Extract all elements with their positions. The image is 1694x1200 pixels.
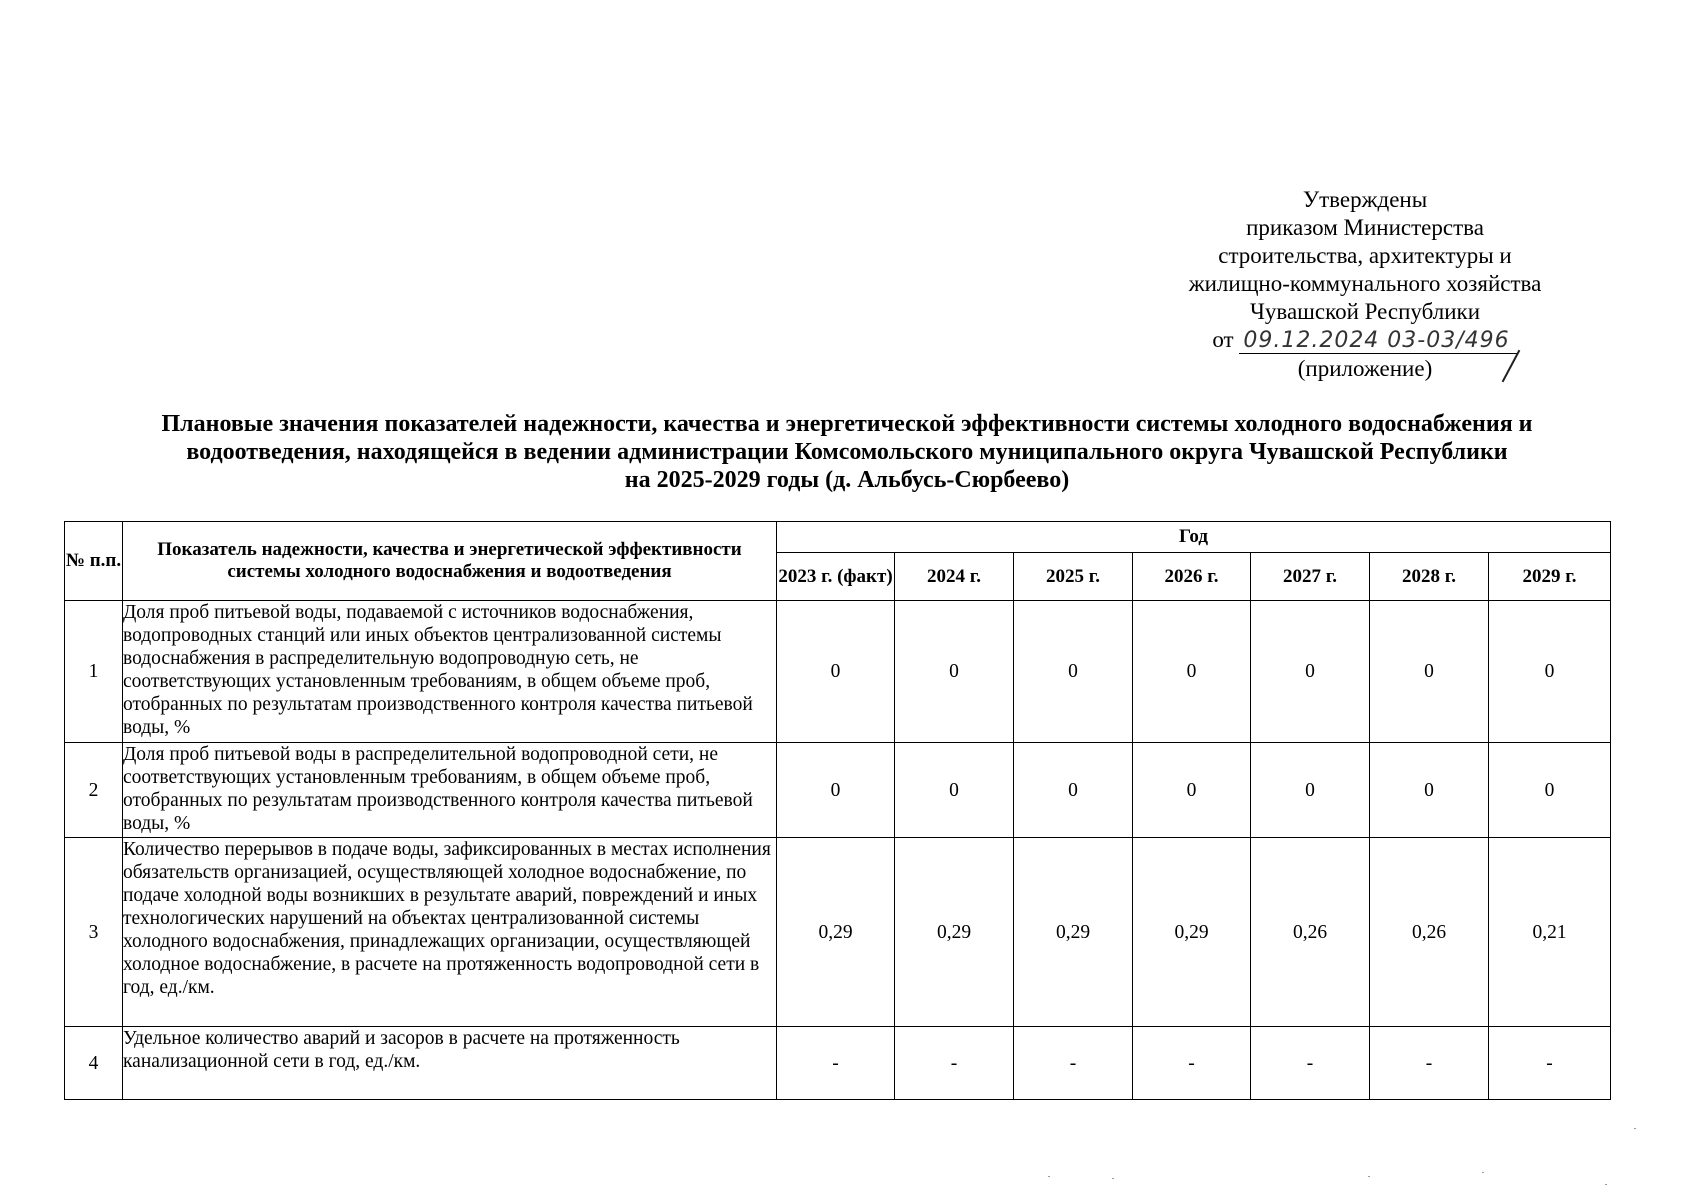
title-line: на 2025-2029 годы (д. Альбусь-Сюрбеево) [624,467,1070,493]
row-value: 0 [1370,743,1489,838]
row-number: 4 [65,1027,123,1100]
indicators-table [64,521,1611,1100]
table-row [65,838,1611,1027]
row-indicator-text: Количество перерывов в подаче воды, зафиксированных в местах исполнения обязательств организацией, осуществляющей холодное водоснабжение, по подаче холодной воды возникших в результате аварий, повреждений и иных технологических нарушений на объектах централизованной системы холодного водоснабжения, принадлежащих организации, осуществляющей холодное водоснабжение, в расчете на протяженность водопроводной сети в год, ед./км. [123,838,777,1027]
header-year-group: Год [777,522,1611,553]
row-value: 0 [1251,743,1370,838]
row-value: - [1370,1027,1489,1100]
row-value: - [1251,1027,1370,1100]
row-value: 0 [1133,743,1251,838]
row-value: 0,26 [1251,838,1370,1027]
appendix-label: (приложение) [1297,356,1433,381]
approval-line: приказом Министерства [1246,215,1484,240]
row-value: 0 [777,743,895,838]
row-value: 0,29 [895,838,1014,1027]
header-year: 2023 г. (факт) [777,553,895,601]
header-year: 2025 г. [1014,553,1133,601]
approval-line: Чувашской Республики [1249,299,1481,324]
row-value: 0 [1014,601,1133,743]
row-value: - [1489,1027,1611,1100]
header-indicator: Показатель надежности, качества и энергетической эффективности системы холодного водоснабжения и водоотведения [123,522,777,601]
row-value: - [1014,1027,1133,1100]
row-value: 0 [1133,601,1251,743]
row-value: 0,29 [1014,838,1133,1027]
table-row [65,601,1611,743]
row-value: 0,29 [1133,838,1251,1027]
row-value: - [895,1027,1014,1100]
row-value: 0 [1489,743,1611,838]
header-year: 2026 г. [1133,553,1251,601]
header-num: № п.п. [65,522,123,601]
date-prefix: от [1212,327,1234,352]
row-number: 2 [65,743,123,838]
row-value: - [1133,1027,1251,1100]
row-number: 1 [65,601,123,743]
row-value: - [777,1027,895,1100]
table-row [65,743,1611,838]
row-value: 0,26 [1370,838,1489,1027]
document-title [60,410,1634,494]
approval-date-line [1160,326,1570,355]
approval-line: жилищно-коммунального хозяйства [1188,271,1542,296]
header-year: 2028 г. [1370,553,1489,601]
row-indicator-text: Доля проб питьевой воды в распределительной водопроводной сети, не соответствующих установленным требованиям, в общем объеме проб, отобранных по результатам производственного контроля качества питьевой воды, % [123,743,777,838]
header-year: 2029 г. [1489,553,1611,601]
row-value: 0 [1489,601,1611,743]
row-value: 0 [1251,601,1370,743]
title-line: водоотведения, находящейся в ведении администрации Комсомольского муниципального округа Чувашской Республики [186,439,1508,465]
row-value: 0,29 [777,838,895,1027]
header-year: 2024 г. [895,553,1014,601]
approval-stamp [1160,186,1570,383]
approval-line: строительства, архитектуры и [1218,243,1512,268]
title-line: Плановые значения показателей надежности, качества и энергетической эффективности системы холодного водоснабжения и [161,411,1533,437]
table-row [65,1027,1611,1100]
handwritten-date-number: 09.12.2024 03-03/496 [1239,328,1517,354]
row-value: 0 [895,601,1014,743]
row-indicator-text: Доля проб питьевой воды, подаваемой с источников водоснабжения, водопроводных станций или иных объектов централизованной системы водоснабжения в распределительную водопроводную сеть, не соответствующих установленным требованиям, в общем объеме проб, отобранных по результатам производственного контроля качества питьевой воды, % [123,601,777,743]
row-value: 0 [1370,601,1489,743]
row-indicator-text: Удельное количество аварий и засоров в расчете на протяженность канализационной сети в год, ед./км. [123,1027,777,1100]
header-year: 2027 г. [1251,553,1370,601]
row-value: 0 [1014,743,1133,838]
row-value: 0,21 [1489,838,1611,1027]
row-value: 0 [777,601,895,743]
approval-line: Утверждены [1302,187,1428,212]
row-number: 3 [65,838,123,1027]
row-value: 0 [895,743,1014,838]
